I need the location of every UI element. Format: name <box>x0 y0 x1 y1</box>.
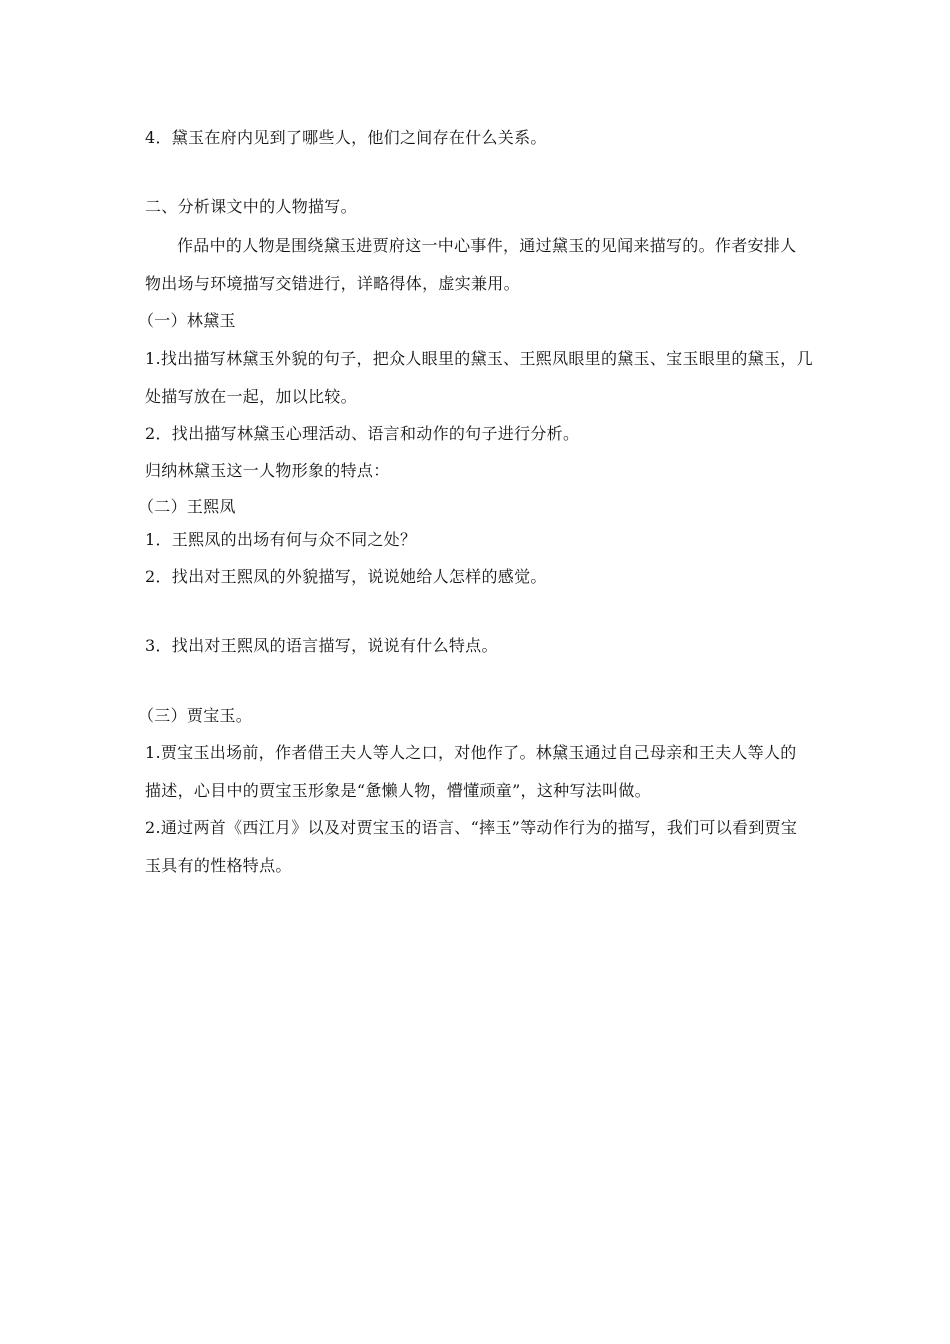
wang-question-2: 2．找出对王熙凤的外貌描写，说说她给人怎样的感觉。 <box>145 567 547 586</box>
subsection-jia-baoyu: （三）贾宝玉。 <box>138 706 253 725</box>
jia-question-2-line-2: 玉具有的性格特点。 <box>145 856 292 875</box>
wang-question-3: 3．找出对王熙凤的语言描写，说说有什么特点。 <box>145 636 498 655</box>
lin-question-2: 2．找出描写林黛玉心理活动、语言和动作的句子进行分析。 <box>145 424 580 443</box>
jia-question-1-line-2: 描述，心目中的贾宝玉形象是“惫懒人物，懵懂顽童”，这种写法叫做。 <box>145 781 651 800</box>
jia-question-2-line-1: 2.通过两首《西江月》以及对贾宝玉的语言、“摔玉”等动作行为的描写，我们可以看到贾宝 <box>145 818 798 837</box>
wang-question-1: 1．王熙凤的出场有何与众不同之处？ <box>145 530 417 549</box>
jia-question-1-line-1: 1.贾宝玉出场前，作者借王夫人等人之口，对他作了。林黛玉通过自己母亲和王夫人等人的 <box>145 743 797 762</box>
intro-paragraph-line-2: 物出场与环境描写交错进行，详略得体，虚实兼用。 <box>145 274 520 293</box>
lin-question-1-line-2: 处描写放在一起，加以比较。 <box>145 387 357 406</box>
question-4: 4．黛玉在府内见到了哪些人，他们之间存在什么关系。 <box>145 128 547 147</box>
intro-paragraph-line-1: 作品中的人物是围绕黛玉进贾府这一中心事件，通过黛玉的见闻来描写的。作者安排人 <box>177 236 797 255</box>
section-2-heading: 二、分析课文中的人物描写。 <box>145 197 357 216</box>
subsection-lin-daiyu: （一）林黛玉 <box>138 311 236 330</box>
lin-summary-prompt: 归纳林黛玉这一人物形象的特点： <box>145 461 390 480</box>
subsection-wang-xifeng: （二）王熙凤 <box>138 497 236 516</box>
lin-question-1-line-1: 1.找出描写林黛玉外貌的句子，把众人眼里的黛玉、王熙凤眼里的黛玉、宝玉眼里的黛玉，几 <box>145 349 813 368</box>
